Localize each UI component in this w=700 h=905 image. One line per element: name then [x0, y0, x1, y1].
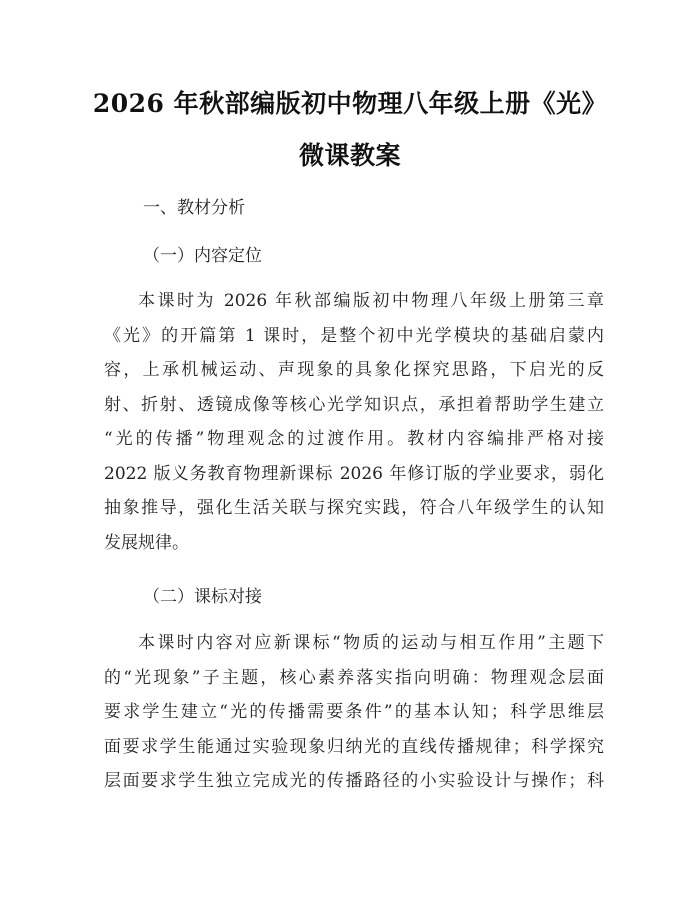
paragraph-line: 要求学生建立“光的传播需要条件”的基本认知；科学思维层	[104, 702, 604, 722]
paragraph-curriculum-alignment	[104, 626, 604, 799]
paragraph-line: 射、折射、透镜成像等核心光学知识点，承担着帮助学生建立	[104, 394, 604, 415]
paragraph-line: 面要求学生能通过实验现象归纳光的直线传播规律；科学探究	[104, 736, 604, 757]
paragraph-line: 抽象推导，强化生活关联与探究实践，符合八年级学生的认知	[104, 498, 604, 518]
document-title-line-1: 2026 年秋部编版初中物理八年级上册《光》	[92, 89, 608, 118]
subsection-heading-curriculum-alignment: （二）课标对接	[143, 587, 262, 607]
subsection-heading-content-positioning: （一）内容定位	[143, 246, 262, 266]
paragraph-line: 本课时内容对应新课标“物质的运动与相互作用”主题下	[138, 633, 604, 653]
paragraph-line: 《光》的开篇第 1 课时，是整个初中光学模块的基础启蒙内	[104, 325, 604, 346]
paragraph-line: “光的传播”物理观念的过渡作用。教材内容编排严格对接	[104, 429, 604, 449]
paragraph-line: 层面要求学生独立完成光的传播路径的小实验设计与操作；科	[104, 771, 604, 791]
paragraph-line: 发展规律。	[104, 532, 189, 553]
paragraph-content-positioning	[104, 284, 604, 560]
section-heading-textbook-analysis: 一、教材分析	[143, 198, 245, 218]
paragraph-line: 本课时为 2026 年秋部编版初中物理八年级上册第三章	[138, 291, 604, 311]
paragraph-line: 2022 版义务教育物理新课标 2026 年修订版的学业要求，弱化	[104, 463, 604, 484]
paragraph-line: 容，上承机械运动、声现象的具象化探究思路，下启光的反	[104, 360, 604, 380]
paragraph-line: 的“光现象”子主题，核心素养落实指向明确：物理观念层面	[104, 667, 604, 688]
document-title-line-2: 微课教案	[298, 141, 401, 170]
